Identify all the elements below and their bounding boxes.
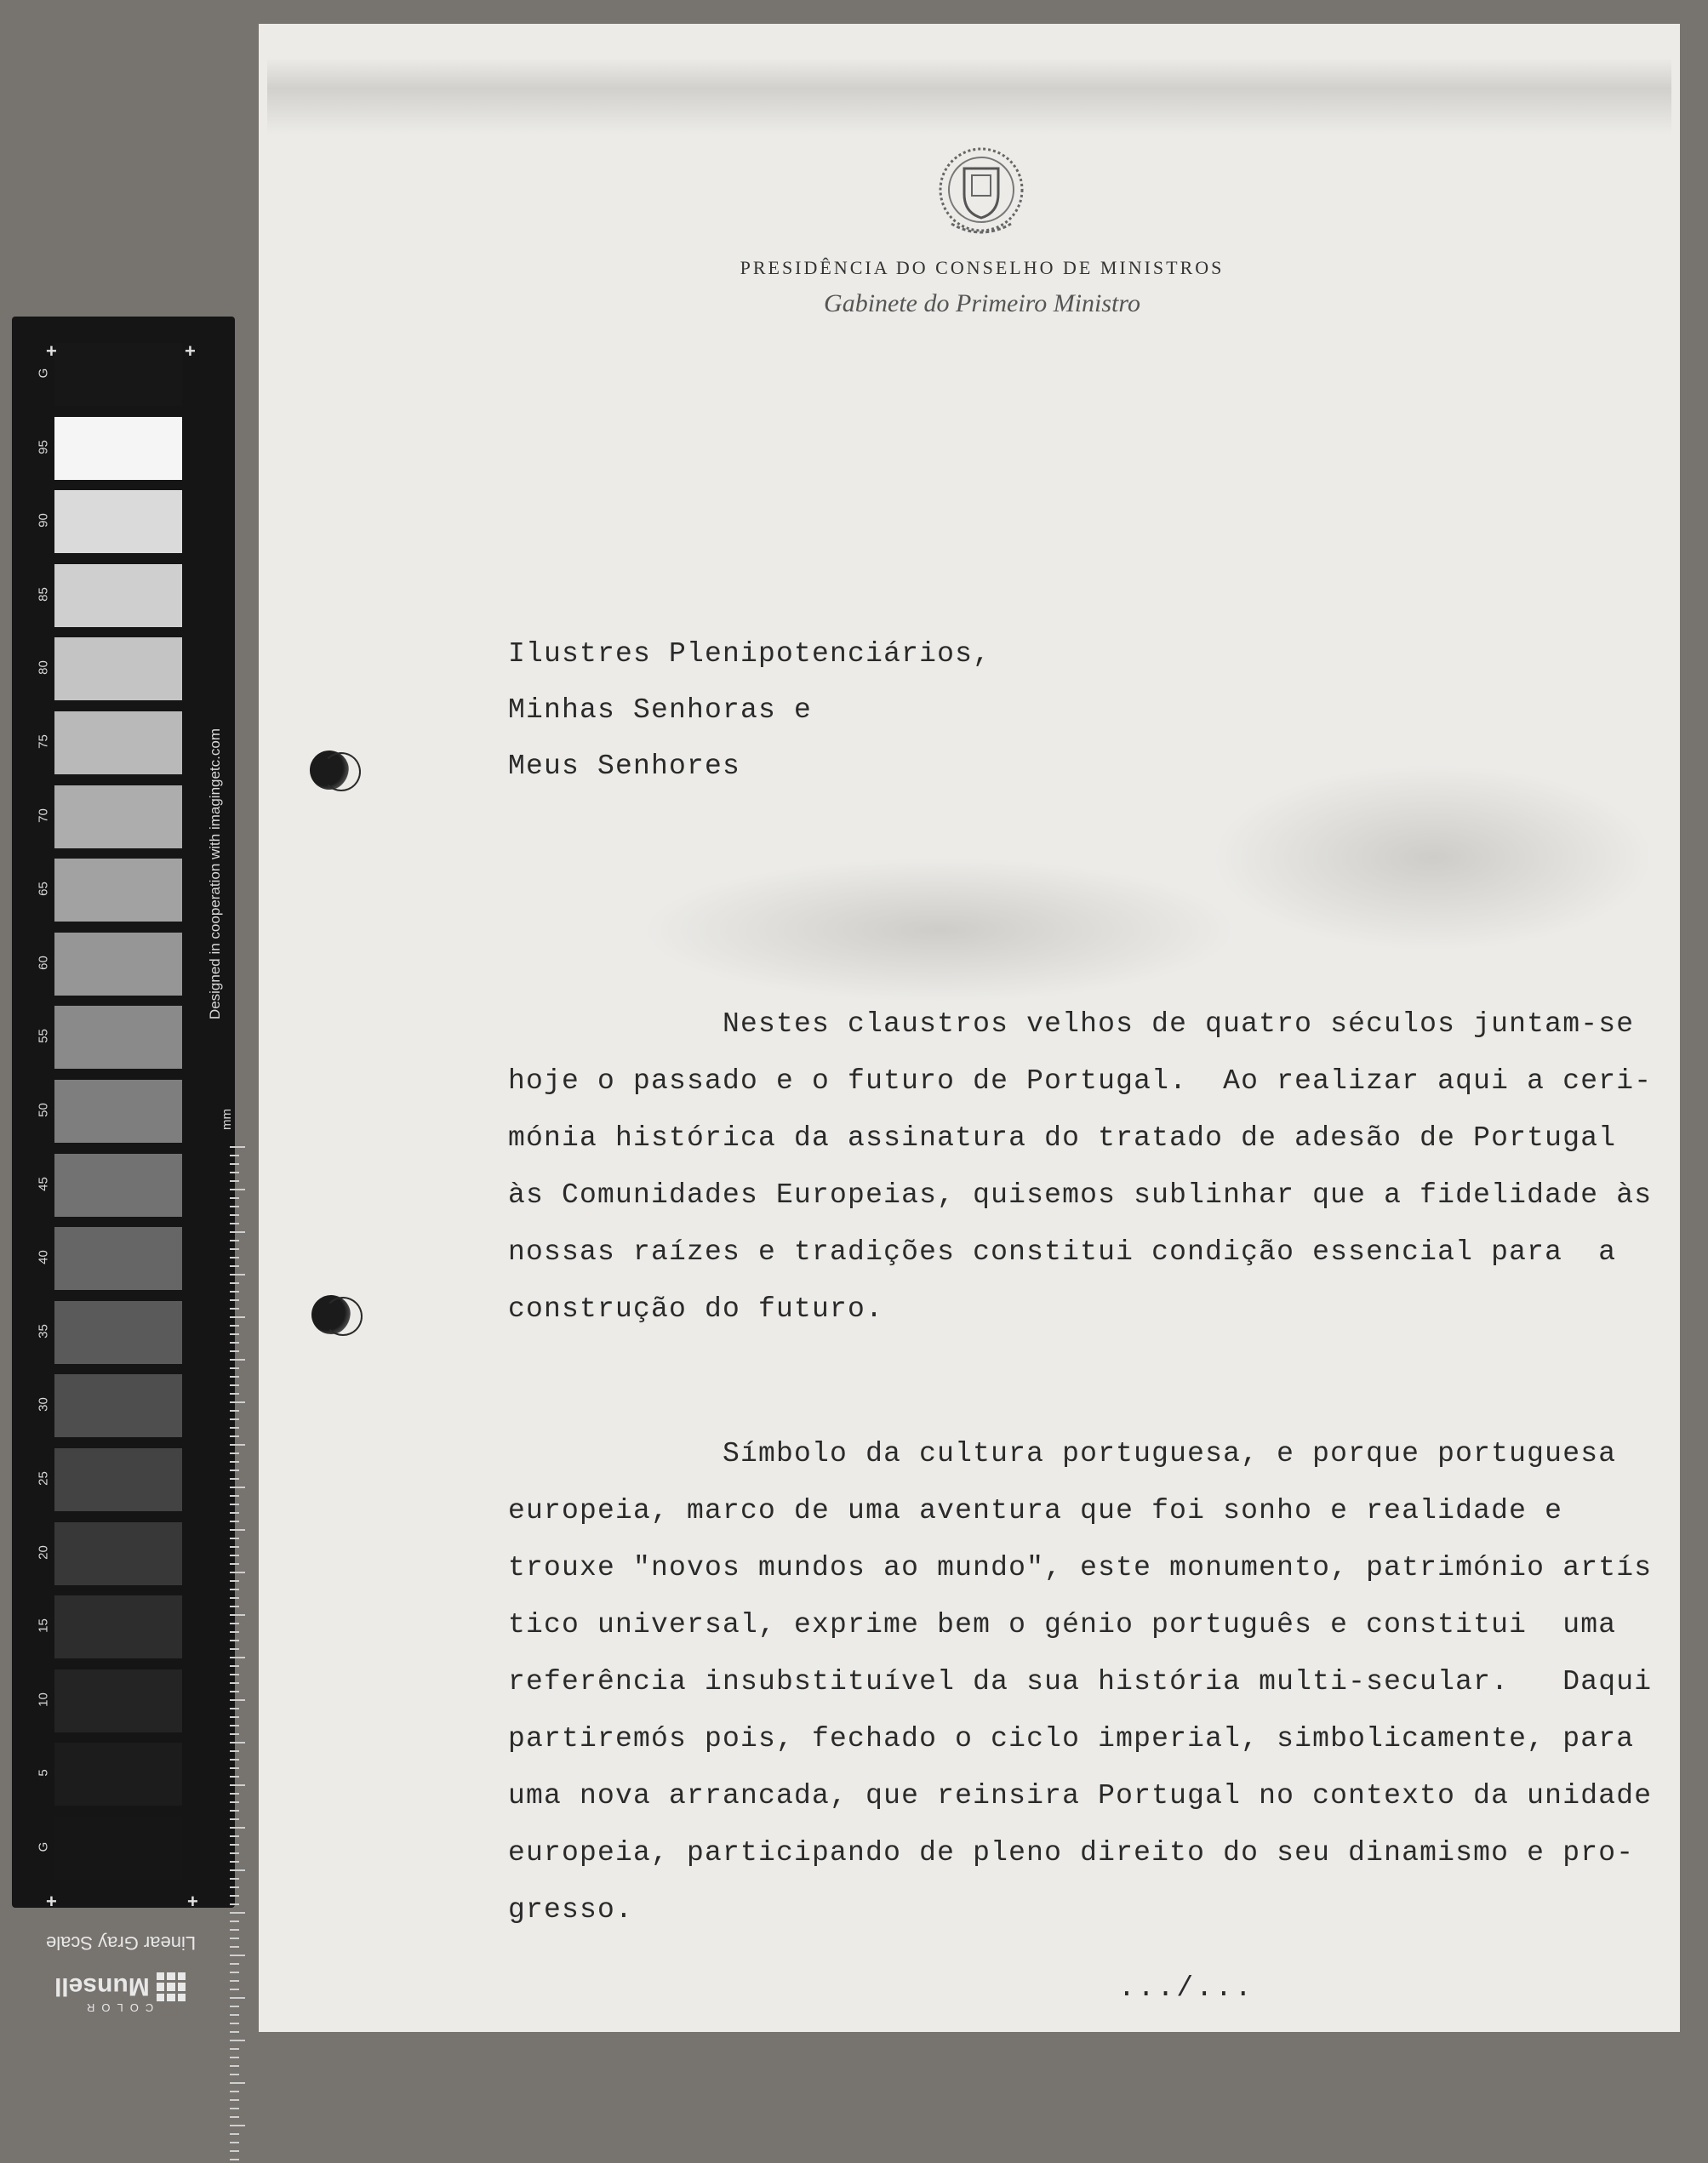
credit-text: Designed in cooperation with imagingetc.com [207,728,223,1020]
gray-swatch [54,859,182,922]
gray-scale-label: 25 [36,1471,51,1486]
punch-hole [311,1295,351,1334]
gray-scale-label: 10 [36,1692,51,1707]
gray-scale-label: 40 [36,1250,51,1265]
copy-shadow [267,58,1671,134]
punch-hole [310,750,349,790]
brand-name: Munsell [54,1972,150,2000]
copy-smudge [642,858,1237,1002]
paragraph-1-line: mónia histórica da assinatura do tratado de adesão de Portugal [508,1122,1617,1154]
letterhead-title: PRESIDÊNCIA DO CONSELHO DE MINISTROS [740,257,1225,278]
munsell-logo-icon [157,1972,186,2001]
gray-scale-label: 45 [36,1176,51,1191]
gray-scale-label: 85 [36,586,51,602]
gray-scale-label: 5 [36,1769,51,1778]
paragraph-2-line: partiremós pois, fechado o ciclo imperial, simbolicamente, para [508,1723,1635,1755]
document-page [259,24,1680,2032]
gray-swatch [54,343,182,406]
paragraph-2-line: referência insubstituível da sua história multi-secular. Daqui [508,1666,1653,1698]
gray-swatch [54,1669,182,1732]
gray-swatch [54,785,182,848]
gray-swatch [54,711,182,774]
gray-scale-label: 20 [36,1544,51,1560]
gray-swatch [54,637,182,700]
gray-swatch [54,1817,182,1880]
gray-swatch [54,564,182,627]
mm-ruler-major [230,1146,245,2163]
gray-swatch [54,1522,182,1585]
gray-swatch [54,417,182,480]
gray-swatch [54,1374,182,1437]
copy-smudge [1212,764,1654,951]
continuation-mark: .../... [1118,1972,1254,2004]
paragraph-2-line: gresso. [508,1894,634,1926]
gray-swatch [54,1080,182,1143]
gray-scale-label: G [36,368,51,379]
gray-scale-label: 50 [36,1103,51,1117]
gray-swatch [54,933,182,996]
scale-name: Linear Gray Scale [46,1932,197,1954]
gray-scale-label: G [36,1841,51,1852]
gray-swatch [54,1006,182,1069]
plus-mark: + [185,340,196,362]
letterhead-subtitle: Gabinete do Primeiro Ministro [824,289,1140,317]
paragraph-2-line: Símbolo da cultura portuguesa, e porque portuguesa [508,1438,1617,1470]
paragraph-2-line: tico universal, exprime bem o génio português e constitui uma [508,1609,1617,1641]
gray-scale-label: 75 [36,734,51,749]
gray-scale-label: 70 [36,808,51,823]
plus-mark: + [46,1891,57,1912]
salutation-line: Meus Senhores [508,750,741,782]
gray-scale-label: 35 [36,1323,51,1338]
gray-swatch [54,490,182,553]
gray-scale-label: 15 [36,1618,51,1634]
paragraph-2-line: europeia, marco de uma aventura que foi sonho e realidade e [508,1495,1563,1527]
paragraph-2-line: uma nova arrancada, que reinsira Portugal no contexto da unidade [508,1780,1653,1812]
paragraph-2-line: europeia, participando de pleno direito do seu dinamismo e pro- [508,1837,1635,1869]
gray-swatch [54,1743,182,1806]
plus-mark: + [46,340,57,362]
paragraph-1-line: construção do futuro. [508,1293,884,1325]
coat-of-arms-icon [934,143,1028,245]
salutation-line: Ilustres Plenipotenciários, [508,638,991,670]
brand-sub: COLOR [80,2001,154,2014]
gray-swatch [54,1227,182,1290]
gray-scale-label: 55 [36,1029,51,1044]
gray-swatch [54,1154,182,1217]
gray-swatch [54,1595,182,1658]
gray-scale-card [12,317,235,2014]
gray-scale-label: 30 [36,1397,51,1413]
gray-scale-label: 65 [36,882,51,897]
unit-label: mm [220,1109,234,1130]
gray-scale-label: 95 [36,439,51,454]
paragraph-1-line: às Comunidades Europeias, quisemos sublinhar que a fidelidade às [508,1179,1653,1211]
gray-scale-label: 90 [36,513,51,528]
gray-swatch [54,1301,182,1364]
salutation-line: Minhas Senhoras e [508,694,813,726]
paragraph-1-line: nossas raízes e tradições constitui condição essencial para a [508,1236,1617,1268]
paragraph-1-line: Nestes claustros velhos de quatro séculos juntam-se [508,1008,1635,1040]
gray-scale-label: 80 [36,660,51,676]
plus-mark: + [187,1891,198,1912]
paragraph-2-line: trouxe "novos mundos ao mundo", este monumento, património artís [508,1552,1653,1584]
gray-scale-label: 60 [36,955,51,970]
paragraph-1-line: hoje o passado e o futuro de Portugal. Ao realizar aqui a ceri- [508,1065,1653,1097]
gray-swatch [54,1448,182,1511]
